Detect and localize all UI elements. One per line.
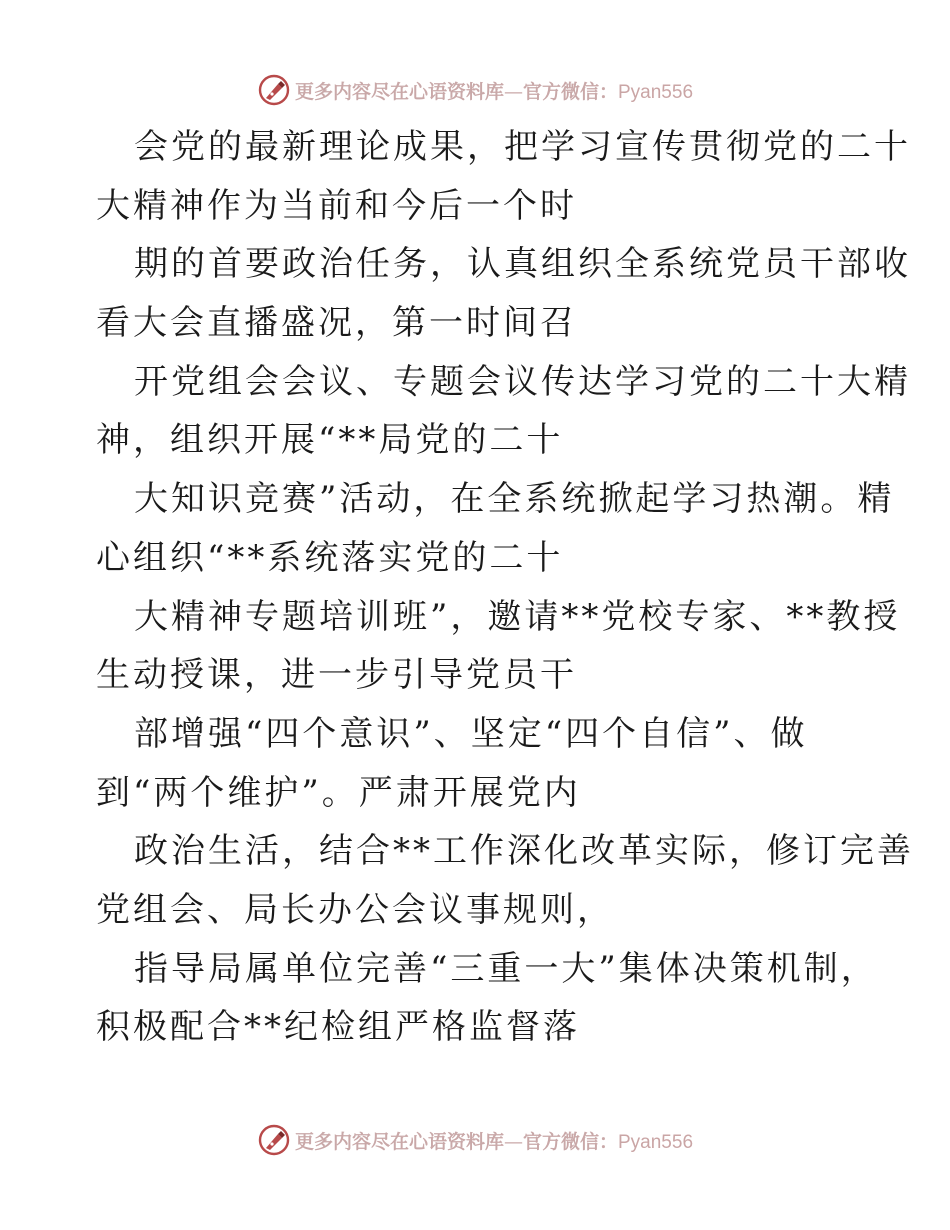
watermark-header bbox=[0, 70, 950, 110]
watermark-dash: — bbox=[503, 1130, 523, 1153]
body-line: 心组织“**系统落实党的二十 bbox=[96, 537, 564, 578]
body-line: 政治生活，结合**工作深化改革实际，修订完善 bbox=[134, 831, 914, 872]
body-line: 指导局属单位完善“三重一大”集体决策机制， bbox=[134, 948, 878, 989]
watermark-label: 官方微信： bbox=[522, 1130, 618, 1153]
body-line: 看大会直播盛况，第一时间召 bbox=[96, 303, 577, 344]
body-line: 积极配合**纪检组严格监督落 bbox=[96, 1007, 580, 1048]
watermark-handle: Pyan556 bbox=[618, 81, 694, 103]
body-line: 开党组会会议、专题会议传达学习党的二十大精 bbox=[134, 361, 911, 402]
body-line: 会党的最新理论成果，把学习宣传贯彻党的二十 bbox=[134, 127, 911, 167]
body-line: 大精神专题培训班”，邀请**党校专家、**教授 bbox=[134, 596, 901, 637]
body-line: 期的首要政治任务，认真组织全系统党员干部收 bbox=[134, 244, 911, 285]
body-line: 部增强“四个意识”、坚定“四个自信”、做 bbox=[134, 713, 808, 754]
watermark-footer bbox=[0, 1120, 950, 1160]
pen-nib-logo-icon bbox=[257, 1123, 291, 1157]
body-line: 大知识竞赛”活动，在全系统掀起学习热潮。精 bbox=[134, 479, 895, 520]
body-line: 神，组织开展“**局党的二十 bbox=[96, 420, 564, 461]
pen-nib-logo-icon bbox=[257, 73, 291, 107]
watermark-prefix: 更多内容尽在心语资料库 bbox=[294, 1130, 504, 1153]
body-line: 到“两个维护”。严肃开展党内 bbox=[96, 772, 581, 813]
watermark-label: 官方微信： bbox=[522, 80, 618, 103]
body-line: 生动授课，进一步引导党员干 bbox=[96, 655, 577, 696]
body-line: 大精神作为当前和今后一个时 bbox=[96, 185, 577, 226]
document-body bbox=[96, 118, 914, 1057]
body-line: 党组会、局长办公会议事规则， bbox=[96, 889, 614, 930]
watermark-handle: Pyan556 bbox=[618, 1131, 694, 1153]
watermark-dash: — bbox=[503, 80, 523, 103]
watermark-prefix: 更多内容尽在心语资料库 bbox=[294, 80, 504, 103]
